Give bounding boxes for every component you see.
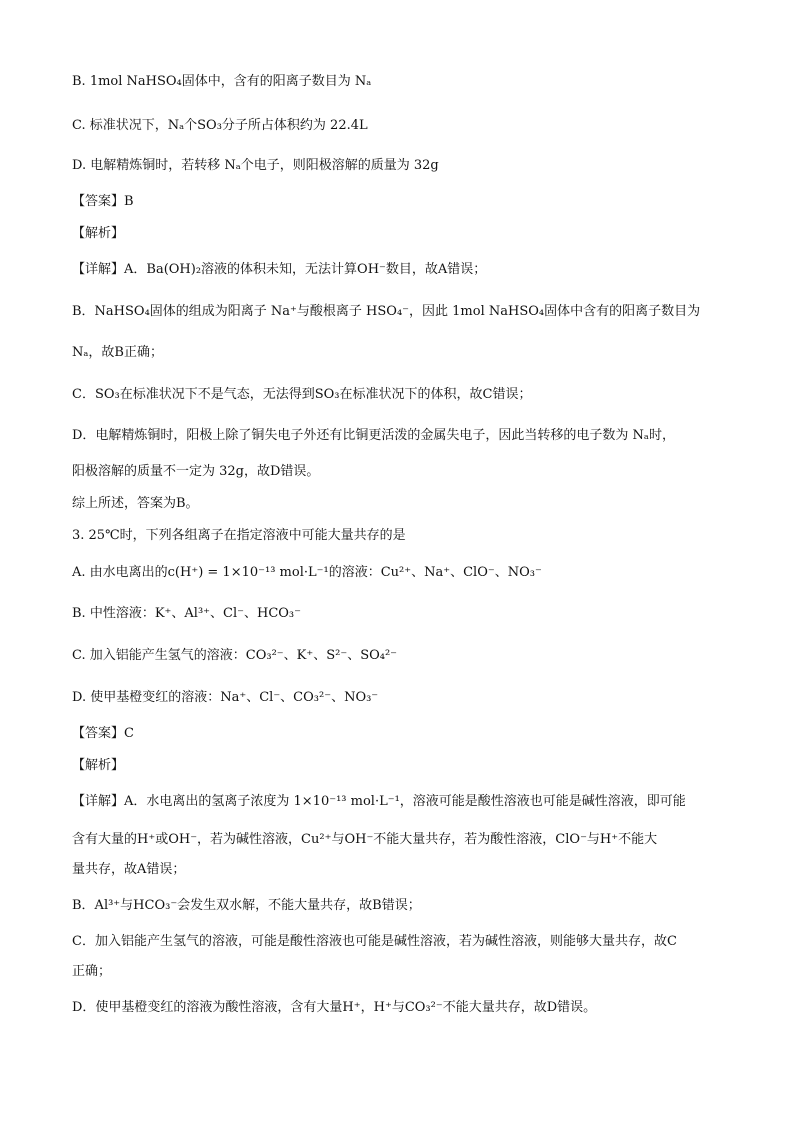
detail-b-line: B．NaHSO₄固体的组成为阳离子 Na⁺与酸根离子 HSO₄⁻，因此 1mol NaHSO₄固体中含有的阳离子数目为 <box>72 304 701 319</box>
q3-option-d: D. 使甲基橙变红的溶液：Na⁺、Cl⁻、CO₃²⁻、NO₃⁻ <box>72 690 379 705</box>
q3-detail-c-cont: 正确； <box>72 964 112 979</box>
q3-detail-a-cont1: 含有大量的H⁺或OH⁻，若为碱性溶液，Cu²⁺与OH⁻不能大量共存，若为酸性溶液，ClO⁻与H⁺不能大 <box>72 832 658 847</box>
answer-line: 【答案】B <box>72 194 134 209</box>
detail-d-cont: 阳极溶解的质量不一定为 32g，故D错误。 <box>72 464 320 479</box>
analysis-heading: 【解析】 <box>72 226 125 241</box>
q3-answer-line: 【答案】C <box>72 726 134 741</box>
question-3-stem: 3. 25℃时，下列各组离子在指定溶液中可能大量共存的是 <box>72 528 406 543</box>
q3-detail-a-line: 【详解】A．水电离出的氢离子浓度为 1×10⁻¹³ mol·L⁻¹，溶液可能是酸性溶液也可能是碱性溶液，即可能 <box>72 794 686 809</box>
q3-detail-b-line: B．Al³⁺与HCO₃⁻会发生双水解，不能大量共存，故B错误； <box>72 898 421 913</box>
q3-analysis-heading: 【解析】 <box>72 758 125 773</box>
option-c-line: C. 标准状况下，Nₐ个SO₃分子所占体积约为 22.4L <box>72 118 368 133</box>
detail-d-line: D．电解精炼铜时，阳极上除了铜失电子外还有比铜更活泼的金属失电子，因此当转移的电子数为 Nₐ时， <box>72 428 675 443</box>
option-b-line: B. 1mol NaHSO₄固体中，含有的阳离子数目为 Nₐ <box>72 74 372 89</box>
q3-option-a: A. 由水电离出的c(H⁺) = 1×10⁻¹³ mol·L⁻¹的溶液：Cu²⁺、Na⁺、ClO⁻、NO₃⁻ <box>72 565 542 580</box>
q3-detail-d-line: D．使甲基橙变红的溶液为酸性溶液，含有大量H⁺，H⁺与CO₃²⁻不能大量共存，故D错误。 <box>72 1000 597 1015</box>
q3-detail-c-line: C．加入铝能产生氢气的溶液，可能是酸性溶液也可能是碱性溶液，若为碱性溶液，则能够大量共存，故C <box>72 934 677 949</box>
q3-detail-a-cont2: 量共存，故A错误； <box>72 862 186 877</box>
option-d-line: D. 电解精炼铜时，若转移 Nₐ个电子，则阳极溶解的质量为 32g <box>72 158 439 173</box>
summary-line: 综上所述，答案为B。 <box>72 496 199 511</box>
q3-option-c: C. 加入铝能产生氢气的溶液：CO₃²⁻、K⁺、S²⁻、SO₄²⁻ <box>72 648 398 663</box>
detail-b-cont: Nₐ，故B正确； <box>72 345 163 360</box>
detail-c-line: C．SO₃在标准状况下不是气态，无法得到SO₃在标准状况下的体积，故C错误； <box>72 387 532 402</box>
q3-option-b: B. 中性溶液：K⁺、Al³⁺、Cl⁻、HCO₃⁻ <box>72 606 301 621</box>
detail-a-line: 【详解】A．Ba(OH)₂溶液的体积未知，无法计算OH⁻数目，故A错误； <box>72 262 487 277</box>
